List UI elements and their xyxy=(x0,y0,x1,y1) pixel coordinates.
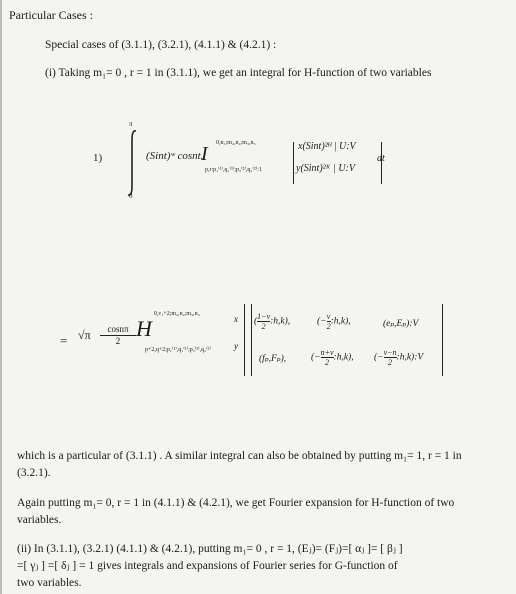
argument-top: x(Sint)²ᴴ | U:V xyxy=(298,141,356,152)
H-function-symbol: H xyxy=(136,316,152,341)
formula-1-label: 1) xyxy=(93,152,103,164)
page-left-border xyxy=(0,0,2,594)
I-function-symbol: I xyxy=(201,143,208,165)
x-variable: x xyxy=(234,314,238,324)
item-i-text: (i) Taking m₁= 0 , r = 1 in (3.1.1), we get an integral for H-function of two variables xyxy=(45,67,432,79)
integral-upper-limit: π xyxy=(129,120,133,128)
matrix-left-bracket xyxy=(244,304,252,376)
special-cases-line: Special cases of (3.1.1), (3.2.1), (4.1.1) & (4.2.1) : xyxy=(45,39,277,51)
paragraph-3-line-3: two variables. xyxy=(17,577,82,589)
section-heading: Particular Cases : xyxy=(9,8,93,22)
paragraph-1-line-1: which is a particular of (3.1.1) . A similar integral can also be obtained by putting m₁= 1, r = 1 in xyxy=(17,450,462,462)
H-function-superscript: 0,ν₁+2;m₂,n₂;m₃,n₃ xyxy=(154,311,200,317)
paragraph-1-line-2: (3.2.1). xyxy=(17,467,51,479)
top-param-a: ( $\frac{1-v}{2}$ :h,k), xyxy=(254,312,291,331)
bottom-param-a: (fₚ,Fₚ), xyxy=(259,354,287,364)
differential: dt xyxy=(377,153,385,164)
equals-sign: = xyxy=(60,333,68,348)
argument-bottom: y(Sint)²ᴷ | U:V xyxy=(296,163,355,174)
matrix-right-bracket xyxy=(436,304,443,376)
paragraph-2-line-2: variables. xyxy=(17,514,62,526)
top-param-b: (− $\frac{v}{2}$ :h,k), xyxy=(317,312,351,331)
paragraph-3-line-1: (ii) In (3.1.1), (3.2.1) (4.1.1) & (4.2.1), putting m₁= 0 , r = 1, (Eⱼ)= (Fⱼ)=[ αⱼ ]= [ βⱼ ] xyxy=(17,543,403,555)
integral-lower-limit: 0 xyxy=(129,192,133,200)
sqrt-pi: √π xyxy=(78,328,91,342)
paragraph-3-line-2: =[ γⱼ ] =[ δⱼ ] = 1 gives integrals and expansions of Fourier series for G-function of xyxy=(17,560,398,572)
cos-fraction-denominator: 2 xyxy=(115,336,121,346)
top-param-c: (eₚ,Eₚ):V xyxy=(383,319,419,329)
I-function-superscript: 0,n₁;m₂,n₂;m₃,n₃ xyxy=(216,140,256,146)
integrand: (Sint)ʷ cosnt. xyxy=(146,150,204,162)
cos-fraction-numerator: cosnπ xyxy=(100,324,136,336)
paragraph-2-line-1: Again putting m₁= 0, r = 1 in (4.1.1) & (4.2.1), we get Fourier expansion for H-function of two xyxy=(17,497,455,509)
bottom-param-b: (− $\frac{n+v}{2}$ :h,k), xyxy=(311,348,354,367)
y-variable: y xyxy=(234,341,238,351)
I-function-subscript: p,r:p₁⁽¹⁾,q₁⁽¹⁾;p₂⁽²⁾,q₂⁽²⁾:1 xyxy=(205,167,262,173)
cos-fraction xyxy=(100,324,136,346)
integral-sign xyxy=(124,128,140,198)
H-function-subscript: p+2,q+2;p₁⁽¹⁾,q₁⁽¹⁾;p₂⁽²⁾,q₂⁽²⁾ xyxy=(145,347,211,353)
bottom-param-c: (− $\frac{v-n}{2}$ :h,k):V xyxy=(374,348,424,367)
